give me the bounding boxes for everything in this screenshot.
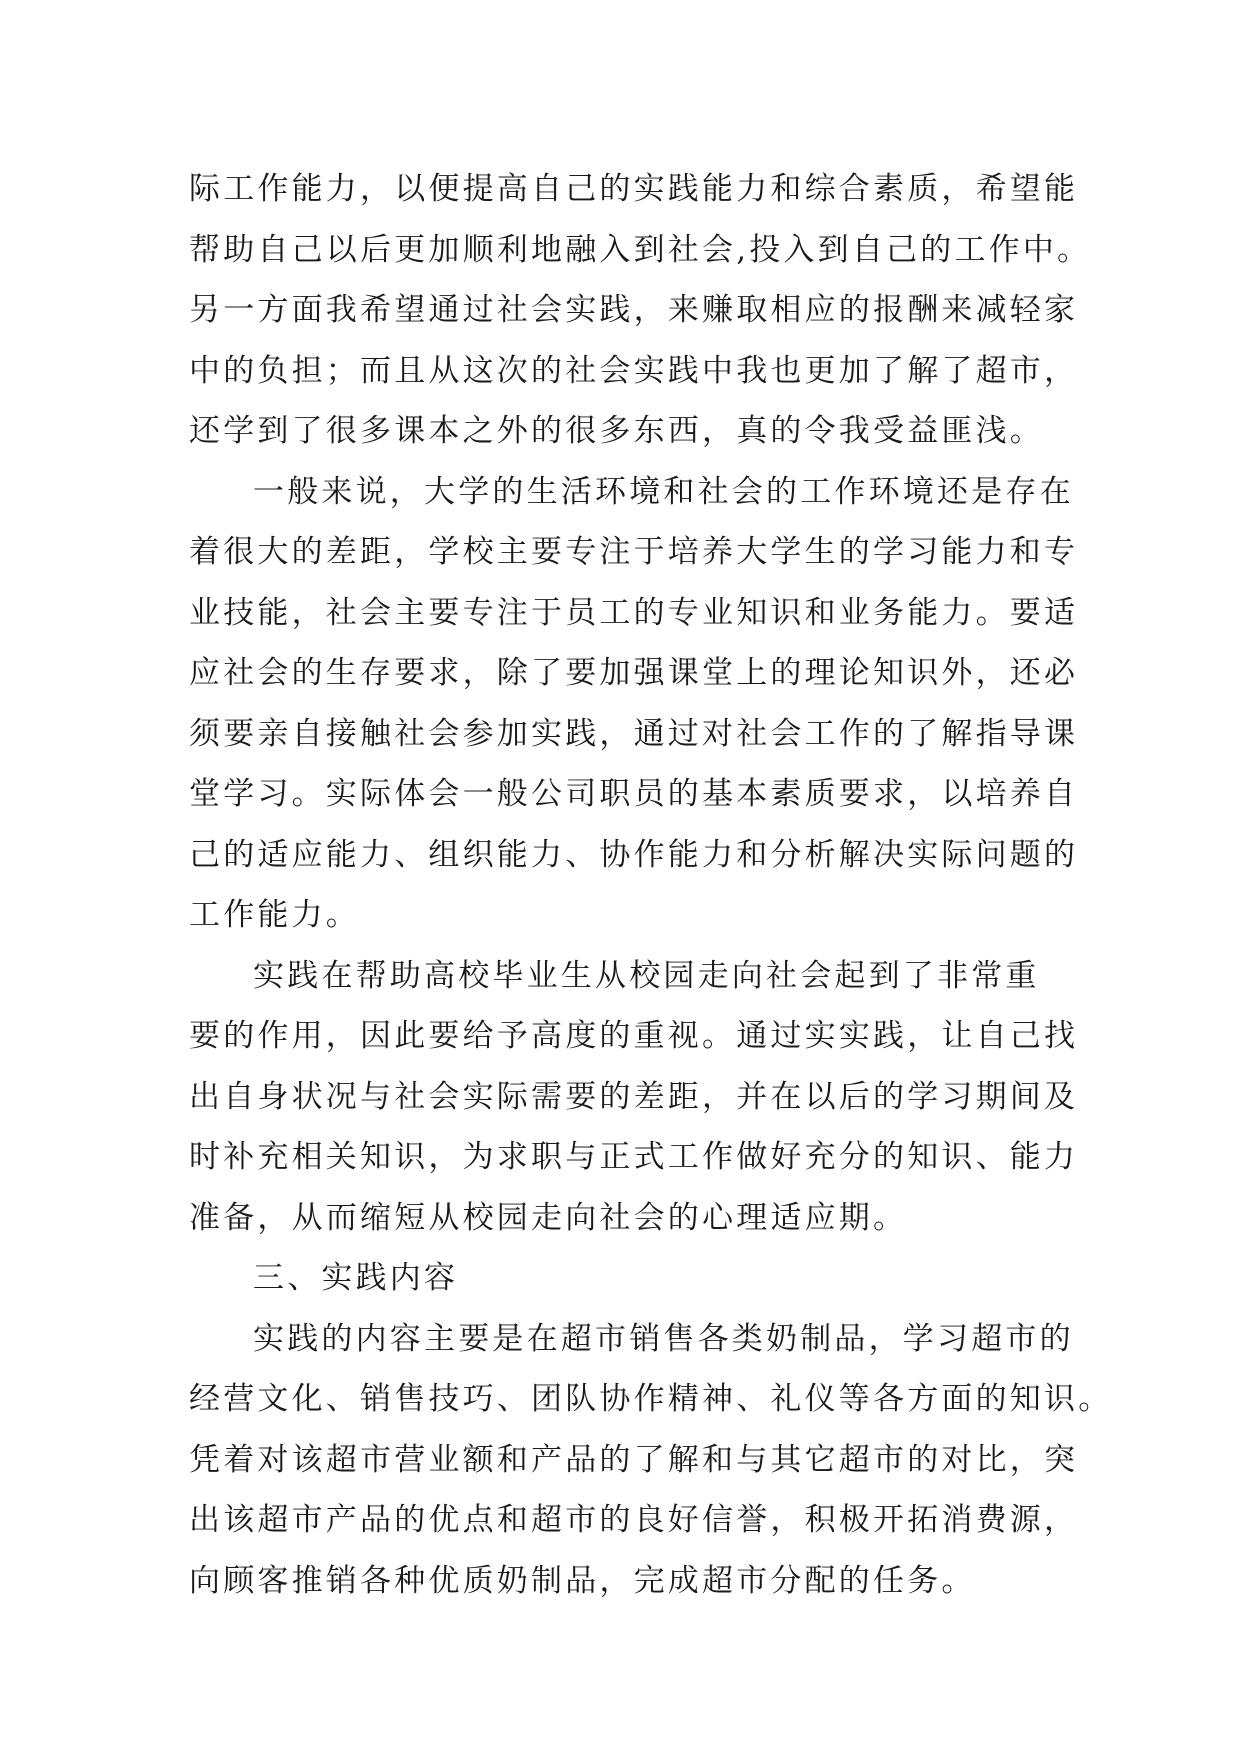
- text-line: 准备，从而缩短从校园走向社会的心理适应期。: [189, 1199, 908, 1236]
- text-line: 应社会的生存要求，除了要加强课堂上的理论知识外，还必: [189, 655, 1079, 691]
- text-line: 要的作用，因此要给予高度的重视。通过实实践，让自己找: [189, 1018, 1079, 1054]
- body-text: [189, 159, 1113, 1611]
- paragraph-first-line: 实践的内容主要是在超市销售各类奶制品，学习超市的: [253, 1320, 1074, 1357]
- text-line: 中的负担；而且从这次的社会实践中我也更加了解了超市，: [189, 352, 1079, 389]
- text-line: 堂学习。实际体会一般公司职员的基本素质要求，以培养自: [189, 776, 1079, 812]
- text-line: 另一方面我希望通过社会实践，来赚取相应的报酬来减轻家: [189, 292, 1079, 328]
- text-line: 出该超市产品的优点和超市的良好信誉，积极开拓消费源，: [189, 1502, 1079, 1538]
- text-line: 凭着对该超市营业额和产品的了解和与其它超市的对比，突: [189, 1441, 1079, 1478]
- text-line: 己的适应能力、组织能力、协作能力和分析解决实际问题的: [189, 836, 1079, 873]
- text-line: 还学到了很多课本之外的很多东西，真的令我受益匪浅。: [189, 413, 1044, 449]
- text-line: 际工作能力，以便提高自己的实践能力和综合素质，希望能: [189, 171, 1079, 207]
- text-line: 帮助自己以后更加顺利地融入到社会,投入到自己的工作中。: [189, 231, 1092, 268]
- text-line: 向顾客推销各种优质奶制品，完成超市分配的任务。: [189, 1562, 976, 1599]
- paragraph-first-line: 实践在帮助高校毕业生从校园走向社会起到了非常重: [253, 957, 1040, 994]
- paragraph-first-line: 一般来说，大学的生活环境和社会的工作环境还是存在: [253, 473, 1074, 510]
- text-line: 时补充相关知识，为求职与正式工作做好充分的知识、能力: [189, 1139, 1079, 1175]
- text-line: 经营文化、销售技巧、团队协作精神、礼仪等各方面的知识。: [189, 1381, 1113, 1417]
- text-line: 须要亲自接触社会参加实践，通过对社会工作的了解指导课: [189, 715, 1079, 752]
- section-heading: 三、实践内容: [253, 1260, 459, 1296]
- text-line: 出自身状况与社会实际需要的差距，并在以后的学习期间及: [189, 1078, 1079, 1115]
- text-line: 业技能，社会主要专注于员工的专业知识和业务能力。要适: [189, 594, 1079, 631]
- text-line: 着很大的差距，学校主要专注于培养大学生的学习能力和专: [189, 534, 1079, 570]
- text-line: 工作能力。: [189, 897, 360, 933]
